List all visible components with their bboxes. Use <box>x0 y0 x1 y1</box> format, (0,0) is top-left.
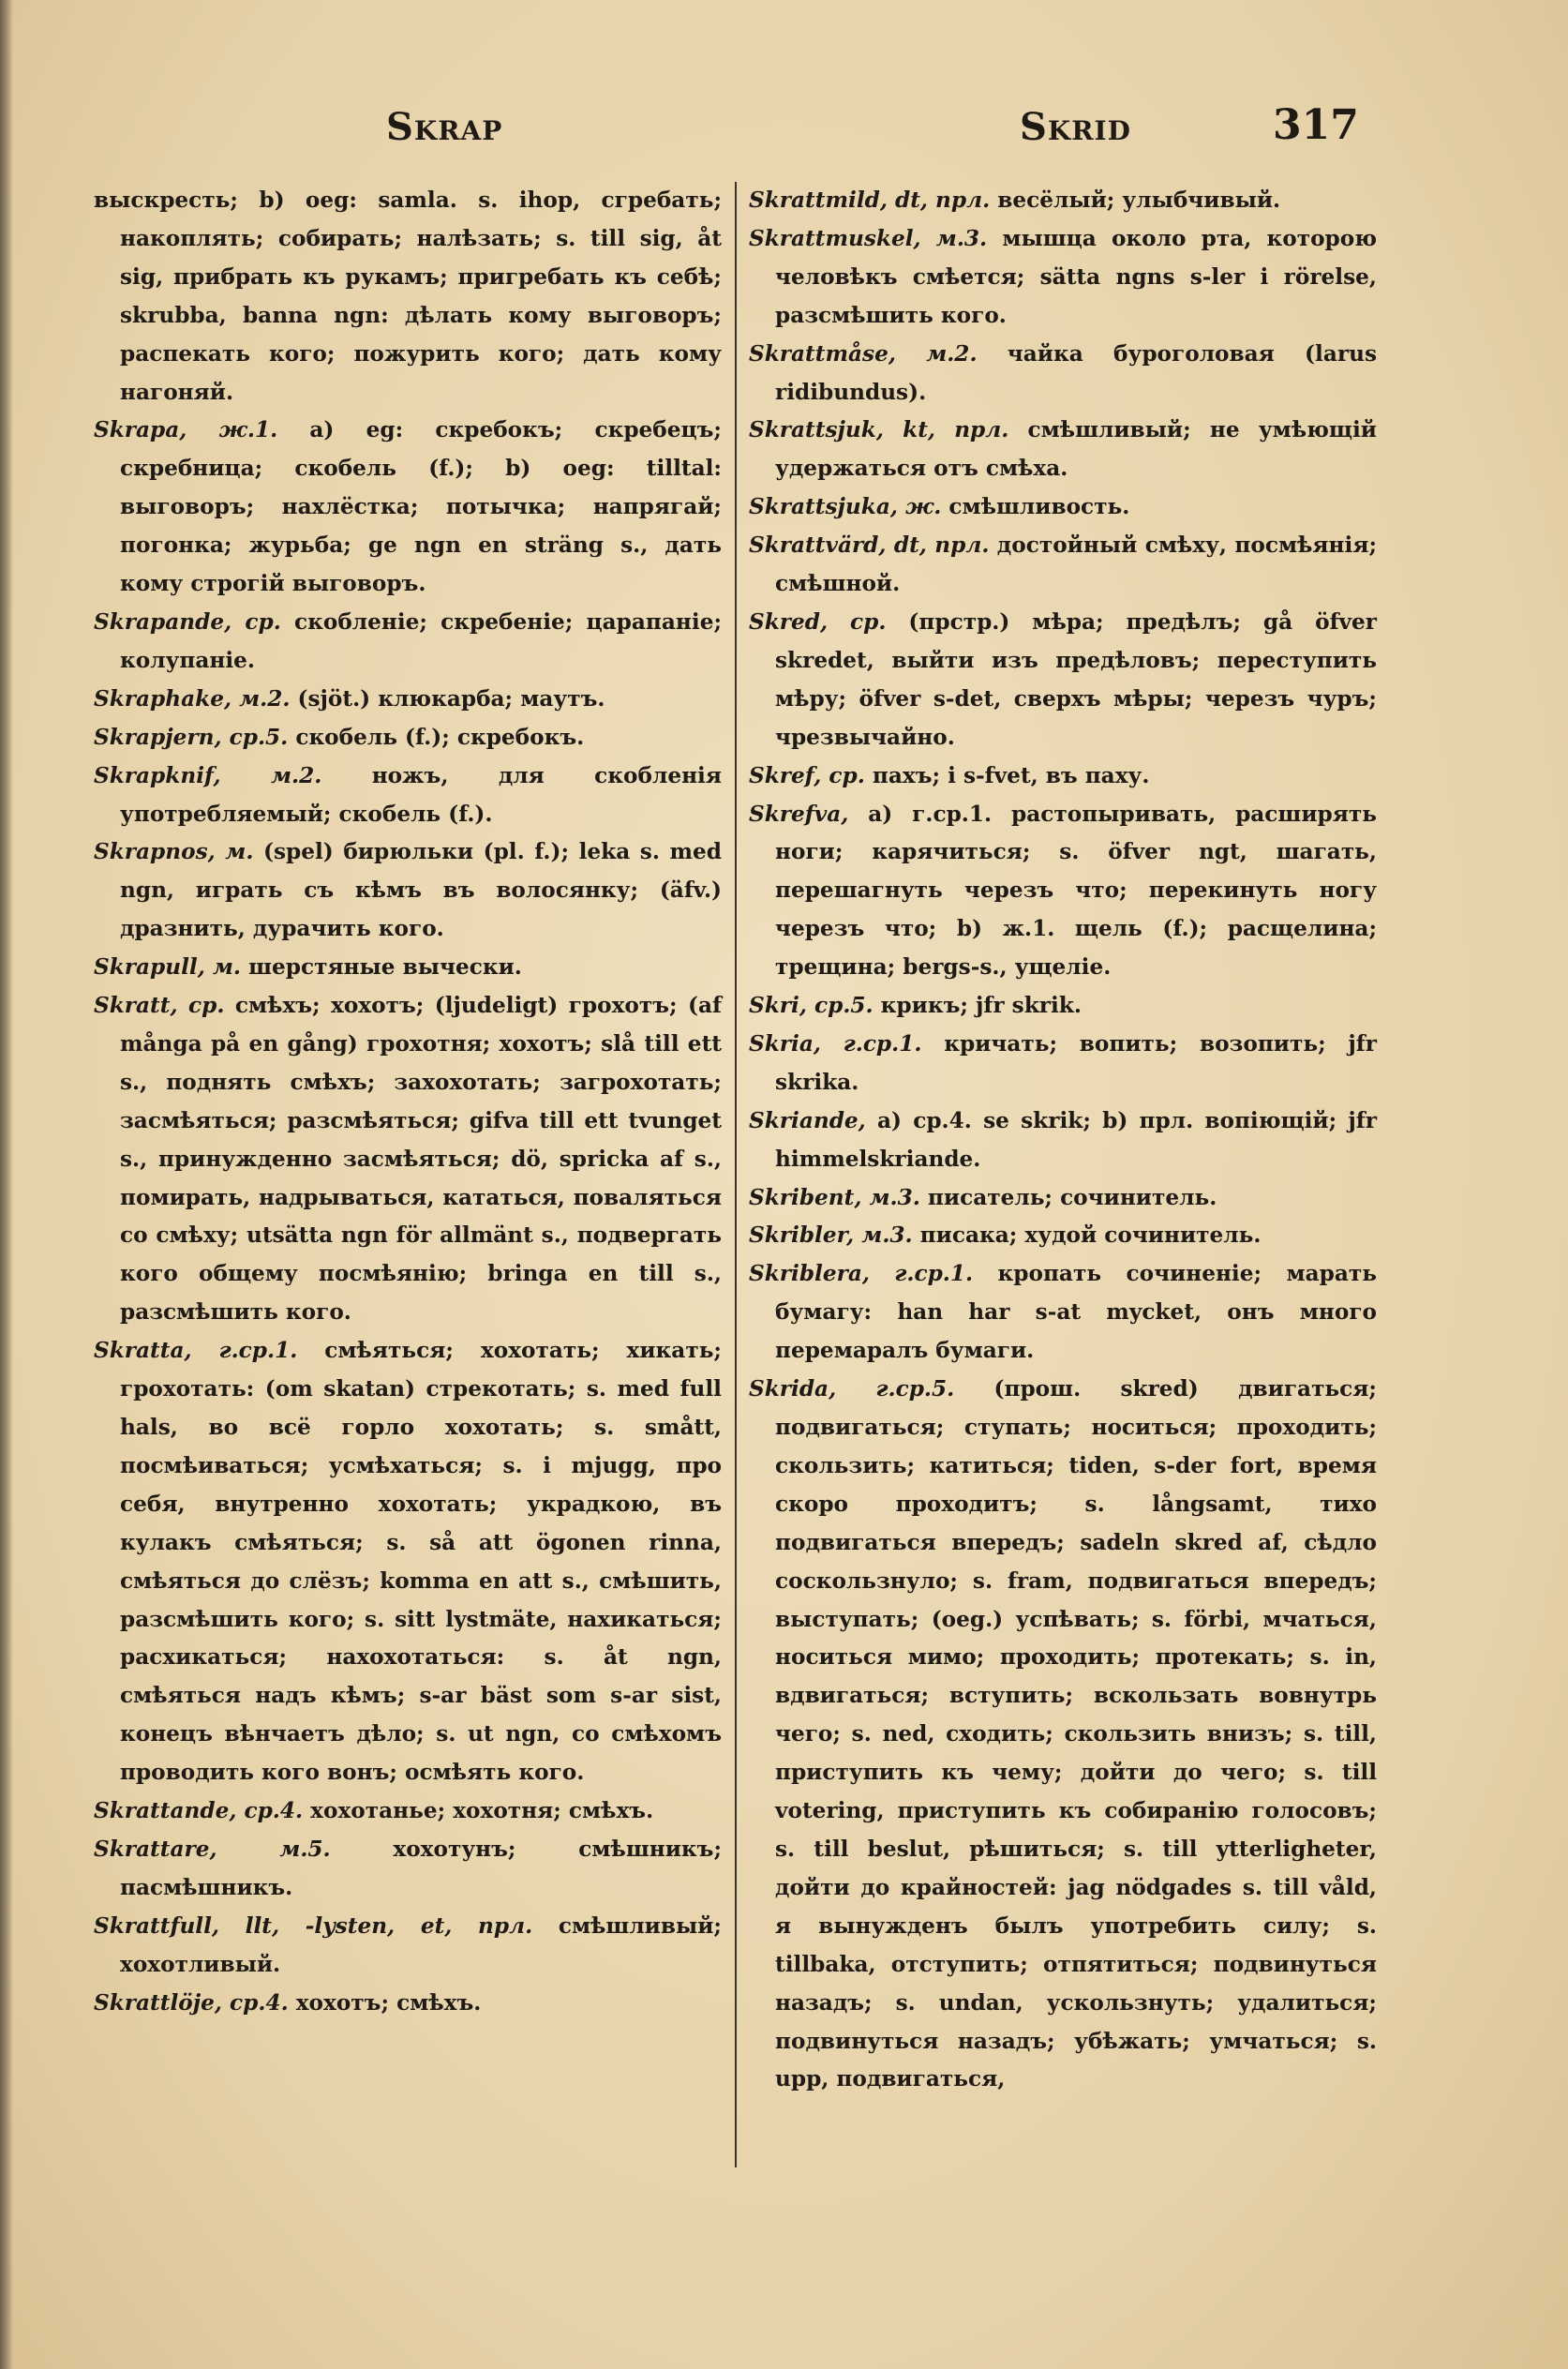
entry-headword: Skrattfull, llt, -lysten, et, прл. <box>94 1912 533 1939</box>
entry-headword: Skrattande, ср.4. <box>94 1798 304 1824</box>
dictionary-entry <box>749 1255 1377 1371</box>
entry-headword: Skribler, м.3. <box>749 1222 913 1249</box>
entry-definition: скобленіе; скребеніе; царапаніе; колупаніе. <box>120 608 722 673</box>
entry-definition: крикъ; jfr skrik. <box>873 993 1082 1019</box>
dictionary-entry <box>94 987 722 1332</box>
dictionary-entry <box>94 1831 722 1908</box>
dictionary-entry <box>94 833 722 949</box>
entry-headword: Skratta, г.ср.1. <box>94 1338 298 1364</box>
entry-definition: весёлый; улыбчивый. <box>990 187 1281 213</box>
entry-headword: Skriande, <box>749 1107 866 1133</box>
entry-headword: Skraphake, м.2. <box>94 685 291 712</box>
dictionary-entry <box>749 220 1377 336</box>
dictionary-entry <box>749 1026 1377 1102</box>
entry-definition: смѣшливый; хохотливый. <box>120 1912 722 1977</box>
entry-headword: Skrattmuskel, м.3. <box>749 225 988 251</box>
entry-headword: Skrida, г.ср.5. <box>749 1376 955 1402</box>
entry-headword: Skrattmild, dt, прл. <box>749 187 991 213</box>
entry-definition: (прош. skred) двигаться; подвигаться; ступать; носиться; проходить; скользить; катиться; tiden, s-der fort, время скоро проходитъ; s. långsamt, тихо подвигаться впередъ; sadeln skred af, сѣдло соскользнуло; s. fram, подвигаться впередъ; выступать; (oeg.) успѣвать; s. förbi, мчаться, носиться мимо; проходить; протекать; s. in, вдвигаться; вступить; вскользать вовнутрь чего; s. ned, сходить; скользить внизъ; s. till, приступить къ чему; дойти до чего; s. till votering, приступить къ собиранію голосовъ; s. till beslut, рѣшиться; s. till ytterligheter, дойти до крайностей: jag nödgades s. till våld, я вынужденъ былъ употребить силу; s. tillbaka, отступить; отпятиться; подвинуться назадъ; s. undan, ускользнуть; удалиться; подвинуться назадъ; убѣжать; умчаться; s. upp, подвигаться, <box>775 1376 1377 2092</box>
dictionary-entry <box>749 1179 1377 1218</box>
entry-definition: выскресть; b) oeg: samla. s. ihop, сгребать; накоплять; собирать; налѣзать; s. till sig, åt sig, прибрать къ рукамъ; пригребать къ себѣ; skrubba, banna ngn: дѣлать кому выговоръ; распекать кого; пожурить кого; дать кому нагоняй. <box>94 187 722 405</box>
entry-headword: Skred, ср. <box>749 608 887 635</box>
entry-headword: Skriblera, г.ср.1. <box>749 1261 974 1287</box>
entry-definition: чайка буроголовая (larus ridibundus). <box>775 340 1377 405</box>
left-running-head: Skrap <box>386 105 503 149</box>
page-number: 317 <box>1273 101 1359 149</box>
entry-definition: смѣшливость. <box>941 494 1130 520</box>
dictionary-entry <box>94 719 722 757</box>
entry-headword: Skrefva, <box>749 801 849 827</box>
entry-headword: Skrapande, ср. <box>94 608 281 635</box>
entry-headword: Skrattsjuka, ж. <box>749 494 942 520</box>
entry-headword: Skrattmåse, м.2. <box>749 340 978 367</box>
entry-headword: Skrapa, ж.1. <box>94 417 278 443</box>
entry-headword: Skria, г.ср.1. <box>749 1030 922 1057</box>
entry-definition: писатель; сочинитель. <box>919 1184 1217 1210</box>
dictionary-entry <box>749 1371 1377 2099</box>
dictionary-entry <box>94 412 722 604</box>
dictionary-entry <box>94 681 722 719</box>
entry-definition: кропать сочиненіе; марать бумагу: han har s-at mycket, онъ много перемаралъ бумаги. <box>775 1261 1377 1364</box>
entry-headword: Skrapjern, ср.5. <box>94 724 289 750</box>
entry-definition: пахъ; i s-fvet, въ паху. <box>864 762 1150 788</box>
entry-definition: мышца около рта, которою человѣкъ смѣется; sätta ngns s-ler i rörelse, разсмѣшить кого. <box>775 225 1377 328</box>
dictionary-entry <box>749 527 1377 604</box>
entry-definition: a) ср.4. se skrik; b) прл. вопіющій; jfr himmelskriande. <box>775 1107 1377 1172</box>
dictionary-entry <box>94 1908 722 1985</box>
entry-definition: скобель (f.); скребокъ. <box>288 724 585 750</box>
entry-definition: ножъ, для скобленія употребляемый; скобель (f.). <box>120 762 722 827</box>
entry-definition: смѣшливый; не умѣющій удержаться отъ смѣха. <box>775 417 1377 482</box>
entry-headword: Skratt, ср. <box>94 993 225 1019</box>
column-divider <box>735 182 737 2167</box>
dictionary-entry <box>94 1792 722 1831</box>
page-gutter-shadow <box>0 0 13 2369</box>
dictionary-entry <box>749 1217 1377 1255</box>
dictionary-entry <box>94 1985 722 2023</box>
entry-definition: шерстяные вычески. <box>241 954 522 981</box>
entry-headword: Skrapknif, м.2. <box>94 762 322 788</box>
entry-headword: Skrattare, м.5. <box>94 1836 331 1862</box>
entry-headword: Skri, ср.5. <box>749 993 874 1019</box>
dictionary-entry <box>749 796 1377 988</box>
entry-definition: (spel) бирюльки (pl. f.); leka s. med ngn, играть съ кѣмъ въ волосянку; (äfv.) дразнить, дурачить кого. <box>120 839 723 942</box>
dictionary-entry <box>749 987 1377 1026</box>
dictionary-entry <box>749 488 1377 527</box>
entry-headword: Skribent, м.3. <box>749 1184 920 1210</box>
dictionary-entry <box>749 182 1377 220</box>
entry-definition: a) г.ср.1. растопыривать, расширять ноги; карячиться; s. öfver ngt, шагать, перешагнуть черезъ что; перекинуть ногу черезъ что; b) ж.1. щель (f.); расщелина; трещина; bergs-s., ущеліе. <box>775 801 1377 981</box>
entry-definition: хохотунъ; смѣшникъ; пасмѣшникъ. <box>120 1836 722 1900</box>
dictionary-entry <box>749 757 1377 796</box>
dictionary-entry <box>749 412 1377 488</box>
entry-headword: Skrapnos, м. <box>94 839 254 865</box>
entry-definition: хохотъ; смѣхъ. <box>288 1989 482 2016</box>
entry-definition: кричать; вопить; возопить; jfr skrika. <box>775 1030 1378 1095</box>
dictionary-entry <box>94 604 722 681</box>
entry-definition: смѣхъ; хохотъ; (ljudeligt) грохотъ; (af många på en gång) грохотня; хохотъ; slå till ett s., поднять смѣхъ; захохотать; загрохотать; засмѣяться; разсмѣяться; gifva till ett tvunget s., принужденно засмѣяться; dö, spricka af s., помирать, надрываться, кататься, поваляться со смѣху; utsätta ngn för allmänt s., подвергать кого общему посмѣянію; bringa en till s., разсмѣшить кого. <box>120 993 722 1326</box>
right-running-head: Skrid <box>1020 105 1131 149</box>
entry-definition: a) eg: скребокъ; скребецъ; скребница; скобель (f.); b) oeg: tilltal: выговоръ; нахлёстка; потычка; напрягай; погонка; журьба; ge ngn en sträng s., дать кому строгій выговоръ. <box>120 417 722 597</box>
entry-headword: Skrapull, м. <box>94 954 242 981</box>
entry-definition: (sjöt.) клюкарба; маутъ. <box>290 685 605 712</box>
dictionary-entry <box>749 336 1377 412</box>
right-column <box>749 182 1377 2099</box>
dictionary-entry <box>94 949 722 987</box>
dictionary-entry <box>749 604 1377 757</box>
entry-headword: Skrattlöje, ср.4. <box>94 1989 289 2016</box>
entry-headword: Skref, ср. <box>749 762 865 788</box>
entry-definition: писака; худой сочинитель. <box>912 1222 1262 1249</box>
entry-definition: хохотанье; хохотня; смѣхъ. <box>303 1798 654 1824</box>
left-column <box>94 182 722 2023</box>
dictionary-entry <box>94 757 722 834</box>
entry-headword: Skrattvärd, dt, прл. <box>749 532 990 559</box>
entry-definition: (прстр.) мѣра; предѣлъ; gå öfver skredet, выйти изъ предѣловъ; переступить мѣру; öfver s-det, сверхъ мѣры; черезъ чуръ; чрезвычайно. <box>775 608 1377 750</box>
entry-definition: достойный смѣху, посмѣянія; смѣшной. <box>775 532 1378 597</box>
entry-headword: Skrattsjuk, kt, прл. <box>749 417 1009 443</box>
dictionary-entry <box>94 1332 722 1792</box>
dictionary-entry <box>749 1102 1377 1179</box>
entry-definition: смѣяться; хохотать; хикать; грохотать: (om skatan) стрекотать; s. med full hals, во всё горло хохотать; s. smått, посмѣиваться; усмѣхаться; s. i mjugg, про себя, внутренно хохотать; украдкою, въ кулакъ смѣяться; s. så att ögonen rinna, смѣяться до слёзъ; komma en att s., смѣшить, разсмѣшить кого; s. sitt lystmäte, нахикаться; расхикаться; нахохотаться: s. åt ngn, смѣяться надъ кѣмъ; s-ar bäst som s-ar sist, конецъ вѣнчаетъ дѣло; s. ut ngn, со смѣхомъ проводить кого вонъ; осмѣять кого. <box>120 1338 722 1786</box>
dictionary-entry <box>94 182 722 412</box>
